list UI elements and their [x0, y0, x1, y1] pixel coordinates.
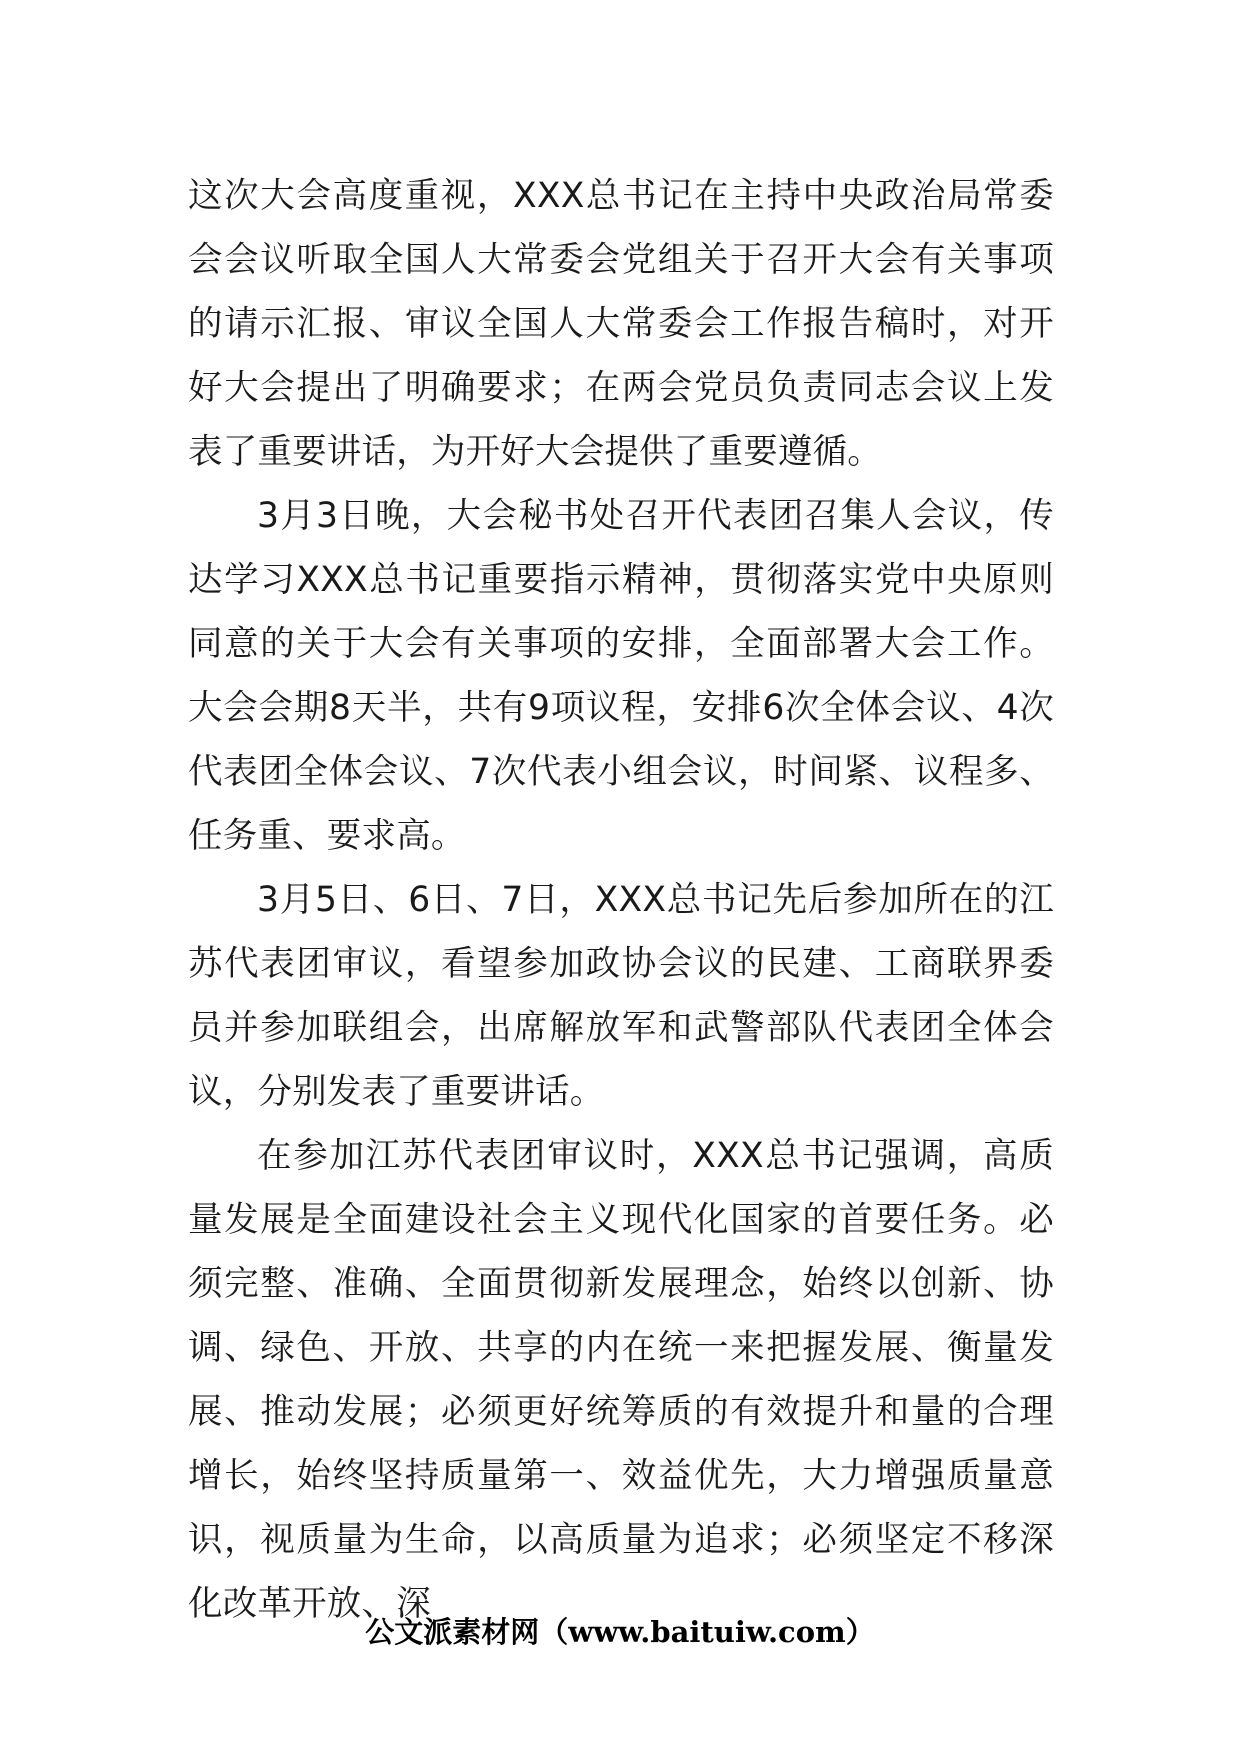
footer-watermark: 公文派素材网（www.baituiw.com） — [365, 1615, 875, 1649]
paragraph: 在参加江苏代表团审议时，XXX总书记强调，高质量发展是全面建设社会主义现代化国家的首要任务。必须完整、准确、全面贯彻新发展理念，始终以创新、协调、绿色、开放、共享的内在统一来把握发展、衡量发展、推动发展；必须更好统筹质的有效提升和量的合理增长，始终坚持质量第一、效益优先，大力增强质量意识，视质量为生命，以高质量为追求；必须坚定不移深化改革开放、深 — [188, 1136, 1054, 1624]
paragraph: 这次大会高度重视，XXX总书记在主持中央政治局常委会会议听取全国人大常委会党组关于召开大会有关事项的请示汇报、审议全国人大常委会工作报告稿时，对开好大会提出了明确要求；在两会党员负责同志会议上发表了重要讲话，为开好大会提供了重要遵循。 — [188, 176, 1054, 472]
paragraph: 3月3日晚，大会秘书处召开代表团召集人会议，传达学习XXX总书记重要指示精神，贯彻落实党中央原则同意的关于大会有关事项的安排，全面部署大会工作。大会会期8天半，共有9项议程，安排6次全体会议、4次代表团全体会议、7次代表小组会议，时间紧、议程多、任务重、要求高。 — [188, 496, 1054, 856]
paragraph: 3月5日、6日、7日，XXX总书记先后参加所在的江苏代表团审议，看望参加政协会议的民建、工商联界委员并参加联组会，出席解放军和武警部队代表团全体会议，分别发表了重要讲话。 — [188, 880, 1054, 1112]
document-body — [188, 164, 1054, 1636]
